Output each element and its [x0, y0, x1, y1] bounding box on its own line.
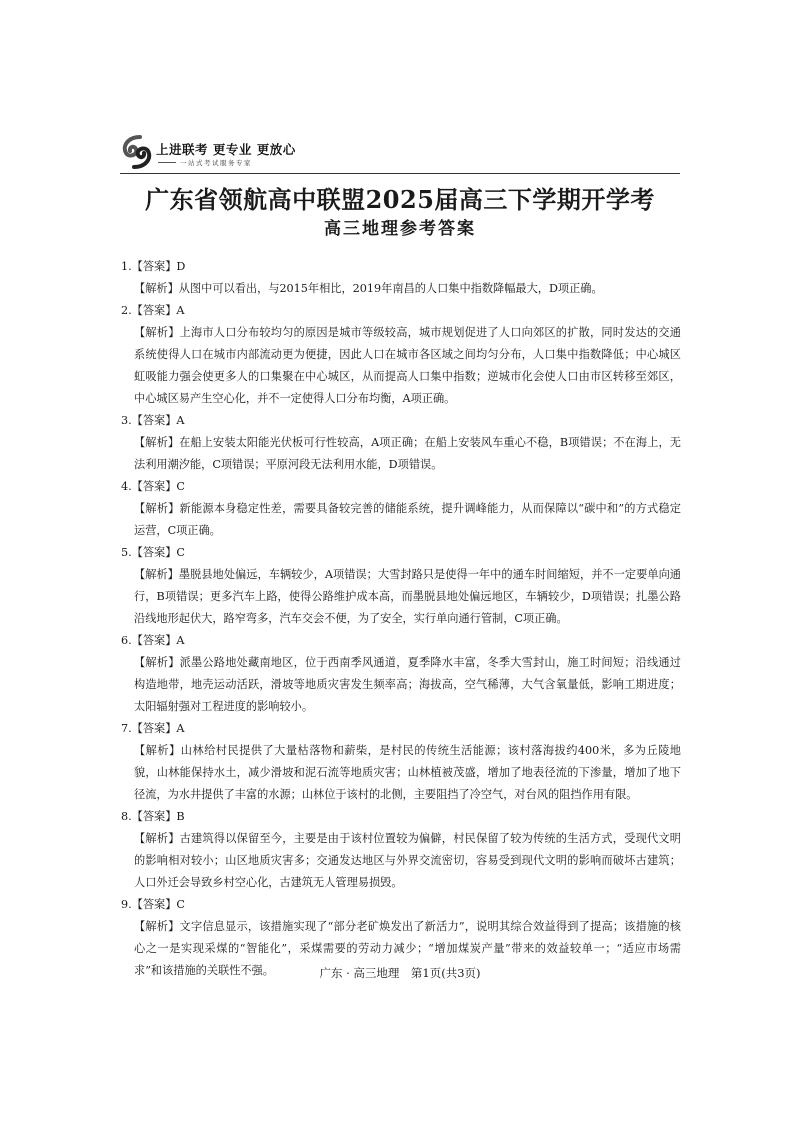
analysis-text: 【解析】在船上安装太阳能光伏板可行性较高，A项正确；在船上安装风车重心不稳，B项错误；不在海上，无法利用潮汐能，C项错误；平原河段无法利用水能，D项错误。: [134, 436, 681, 471]
analysis-text: 【解析】新能源本身稳定性差，需要具备较完善的储能系统，提升调峰能力，从而保障以“碳中和”的方式稳定运营，C项正确。: [134, 502, 681, 537]
analysis-text: 【解析】山林给村民提供了大量枯落物和薪柴，是村民的传统生活能源；该村落海拔约400米，多为丘陵地貌，山林能保持水土，减少滑坡和泥石流等地质灾害；山林植被茂盛，增加了地表径流的下渗量，增加了地下径流，为水井提供了丰富的水源；山林位于该村的北侧，主要阻挡了冷空气，对台风的阻挡作用有限。: [134, 744, 681, 801]
question-item: [121, 410, 681, 476]
question-item: [121, 542, 681, 630]
answer-line: 4.【答案】C: [121, 480, 185, 493]
answer-list: [121, 256, 681, 982]
question-item: [121, 630, 681, 718]
answer-line: 7.【答案】A: [121, 722, 185, 735]
header-divider: [120, 173, 680, 174]
answer-line: 5.【答案】C: [121, 546, 185, 559]
answer-line: 1.【答案】D: [121, 260, 186, 273]
analysis-text: 【解析】墨脱县地处偏远，车辆较少，A项错误；大雪封路只是使得一年中的通车时间缩短，并不一定要单向通行，B项错误；更多汽车上路，使得公路维护成本高，而墨脱县地处偏远地区，车辆较少，D项错误；扎墨公路沿线地形起伏大，路窄弯多，汽车交会不便，为了安全，实行单向通行管制，C项正确。: [134, 568, 681, 625]
answer-line: 6.【答案】A: [121, 634, 185, 647]
answer-line: 8.【答案】B: [121, 810, 185, 823]
publisher-logo: [120, 134, 300, 174]
answer-line: 3.【答案】A: [121, 414, 185, 427]
analysis-text: 【解析】上海市人口分布较均匀的原因是城市等级较高，城市规划促进了人口向郊区的扩散，同时发达的交通系统使得人口在城市内部流动更为便捷，因此人口在城市各区域之间均匀分布，人口集中指数降低；中心城区虹吸能力强会使更多人的口集聚在中心城区，从而提高人口集中指数；逆城市化会使人口由市区转移至郊区，中心城区易产生空心化，并不一定使得人口分布均衡，A项正确。: [134, 326, 681, 405]
question-item: [121, 300, 681, 410]
answer-line: 9.【答案】C: [121, 898, 185, 911]
page-title: 广东省领航高中联盟2025届高三下学期开学考: [145, 185, 655, 214]
question-item: [121, 806, 681, 894]
logo-swirl-icon: [120, 134, 154, 170]
page-footer: 广东 · 高三地理 第1页(共3页): [319, 966, 481, 980]
logo-tagline: 一站式考试服务专家: [180, 159, 252, 167]
analysis-text: 【解析】文字信息显示，该措施实现了“部分老矿焕发出了新活力”，说明其综合效益得到了提高；该措施的核心之一是实现采煤的“智能化”，采煤需要的劳动力减少；“增加煤炭产量”带来的效益较单一；“适应市场需求”和该措施的关联性不强。: [134, 920, 681, 977]
question-item: [121, 718, 681, 806]
analysis-text: 【解析】古建筑得以保留至今，主要是由于该村位置较为偏僻，村民保留了较为传统的生活方式，受现代文明的影响相对较小；山区地质灾害多；交通发达地区与外界交流密切，容易受到现代文明的影响而破坏古建筑；人口外迁会导致乡村空心化，古建筑无人管理易损毁。: [134, 832, 681, 889]
answer-line: 2.【答案】A: [121, 304, 185, 317]
question-item: [121, 256, 681, 300]
page-subtitle: 高三地理参考答案: [324, 219, 476, 239]
analysis-text: 【解析】派墨公路地处藏南地区，位于西南季风通道，夏季降水丰富，冬季大雪封山，施工时间短；沿线通过构造地带，地壳运动活跃，滑坡等地质灾害发生频率高；海拔高，空气稀薄，大气含氧量低，影响工期进度；太阳辐射强对工程进度的影响较小。: [134, 656, 681, 713]
logo-slogan: 上进联考 更专业 更放心: [156, 142, 296, 157]
analysis-text: 【解析】从图中可以看出，与2015年相比，2019年南昌的人口集中指数降幅最大，D项正确。: [134, 282, 603, 295]
question-item: [121, 476, 681, 542]
